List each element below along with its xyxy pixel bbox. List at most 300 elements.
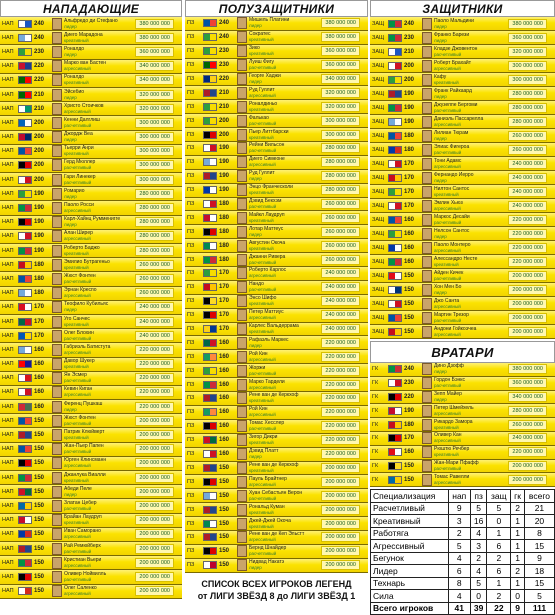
player-price: 220 000 000 — [508, 215, 547, 225]
player-name-text: Мартин Трезор — [434, 311, 469, 318]
country-flag-icon — [18, 119, 32, 127]
player-portrait-icon — [422, 102, 432, 114]
player-row[interactable] — [370, 297, 555, 311]
player-name — [434, 312, 508, 324]
player-price: 320 000 000 — [135, 90, 174, 100]
player-row[interactable] — [185, 336, 368, 350]
player-row[interactable] — [0, 301, 182, 315]
position-label: ЗАЩ — [372, 230, 385, 237]
player-row[interactable] — [0, 315, 182, 329]
player-row[interactable] — [0, 244, 182, 258]
player-row[interactable] — [185, 475, 368, 489]
player-row[interactable] — [185, 73, 368, 87]
player-row[interactable] — [370, 473, 555, 487]
player-portrait-icon — [52, 18, 62, 30]
player-name — [249, 129, 321, 141]
player-name-text: Эмилио Бутрагеньо — [64, 258, 110, 265]
player-type: креативный — [249, 329, 274, 335]
player-price: 300 000 000 — [321, 116, 360, 126]
player-type: расчетливый — [64, 122, 92, 128]
player-price: 280 000 000 — [135, 246, 174, 256]
player-row[interactable] — [185, 545, 368, 559]
player-row[interactable] — [370, 171, 555, 185]
player-portrait-icon — [237, 420, 247, 432]
power-value: 160 — [34, 389, 45, 396]
player-row[interactable] — [0, 159, 182, 173]
position-label: ПЗ — [187, 562, 195, 569]
player-portrait-icon — [237, 45, 247, 57]
player-type: расчетливый — [434, 465, 462, 471]
player-portrait-icon — [237, 184, 247, 196]
player-row[interactable] — [185, 378, 368, 392]
player-row[interactable] — [185, 17, 368, 31]
player-row[interactable] — [0, 443, 182, 457]
player-row[interactable] — [185, 211, 368, 225]
power-value: 180 — [219, 242, 230, 249]
player-row[interactable] — [0, 343, 182, 357]
player-price: 260 000 000 — [135, 274, 174, 284]
player-row[interactable] — [185, 309, 368, 323]
player-type: агрессивный — [434, 479, 461, 485]
player-name-text: Иван Саморано — [64, 528, 101, 535]
player-name-text: Гордон Бэнкс — [434, 377, 466, 384]
player-price: 280 000 000 — [321, 157, 360, 167]
player-row[interactable] — [185, 86, 368, 100]
player-name — [249, 351, 321, 363]
power-value: 150 — [34, 417, 45, 424]
player-portrait-icon — [52, 117, 62, 129]
country-flag-icon — [18, 545, 32, 553]
player-row[interactable] — [370, 199, 555, 213]
player-price: 240 000 000 — [321, 324, 360, 334]
position-label: НАП — [2, 446, 14, 453]
player-type: лидер — [434, 93, 447, 99]
player-name-text: Лотар Маттеус — [249, 225, 284, 232]
player-row[interactable] — [370, 157, 555, 171]
player-name-text: Ян Эсмер — [64, 372, 87, 379]
player-row[interactable] — [370, 101, 555, 115]
position-label: ПЗ — [187, 89, 195, 96]
player-row[interactable] — [0, 457, 182, 471]
player-price: 320 000 000 — [135, 104, 174, 114]
player-row[interactable] — [370, 446, 555, 460]
player-portrait-icon — [52, 528, 62, 540]
player-row[interactable] — [0, 471, 182, 485]
player-type: расчетливый — [64, 449, 92, 455]
player-type: лидер — [249, 342, 262, 348]
stats-cell: 39 — [470, 602, 487, 615]
attackers-header: НАПАДАЮЩИЕ — [0, 0, 182, 17]
player-name — [64, 89, 135, 101]
player-price: 280 000 000 — [135, 203, 174, 213]
player-row[interactable] — [185, 198, 368, 212]
player-row[interactable] — [185, 364, 368, 378]
player-row[interactable] — [185, 128, 368, 142]
power-value: 190 — [404, 407, 415, 414]
player-name-text: Жюст Фонтен — [64, 272, 96, 279]
player-row[interactable] — [0, 358, 182, 372]
power-value: 160 — [404, 449, 415, 456]
player-name — [249, 504, 321, 516]
player-name — [64, 528, 135, 540]
player-row[interactable] — [370, 31, 555, 45]
player-row[interactable] — [0, 499, 182, 513]
player-row[interactable] — [0, 287, 182, 301]
player-row[interactable] — [370, 143, 555, 157]
player-portrait-icon — [422, 312, 432, 324]
player-type: лидер — [64, 222, 77, 228]
stats-cell: 8 — [524, 527, 554, 540]
player-portrait-icon — [237, 518, 247, 530]
player-row[interactable] — [185, 559, 368, 573]
power-value: 150 — [219, 492, 230, 499]
player-row[interactable] — [0, 372, 182, 386]
country-flag-icon — [18, 91, 32, 99]
position-label: НАП — [2, 162, 14, 169]
player-type: расчетливый — [249, 259, 277, 265]
player-row[interactable] — [370, 404, 555, 418]
player-name — [434, 391, 508, 403]
player-portrait-icon — [52, 543, 62, 555]
country-flag-icon — [18, 289, 32, 297]
position-label: ПЗ — [187, 298, 195, 305]
power-value: 230 — [219, 62, 230, 69]
player-type: расчетливый — [434, 107, 462, 113]
player-name — [249, 73, 321, 85]
player-price: 240 000 000 — [508, 173, 547, 183]
player-name-text: Рой Кин — [249, 350, 268, 357]
player-name-text: Кладзе Джовентон — [434, 45, 478, 52]
country-flag-icon — [388, 132, 402, 140]
player-row[interactable] — [185, 420, 368, 434]
position-label: ПЗ — [187, 62, 195, 69]
player-name — [434, 363, 508, 375]
player-row[interactable] — [0, 272, 182, 286]
player-name — [64, 131, 135, 143]
player-row[interactable] — [0, 116, 182, 130]
country-flag-icon — [203, 61, 217, 69]
player-portrait-icon — [52, 330, 62, 342]
country-flag-icon — [18, 261, 32, 269]
player-row[interactable] — [370, 432, 555, 446]
position-label: ПЗ — [187, 520, 195, 527]
player-row[interactable] — [370, 363, 555, 377]
player-row[interactable] — [0, 414, 182, 428]
player-name — [434, 158, 508, 170]
player-name — [64, 301, 135, 313]
attackers-list — [0, 17, 182, 599]
player-row[interactable] — [185, 225, 368, 239]
player-row[interactable] — [185, 489, 368, 503]
stats-cell: Всего игроков — [371, 602, 449, 615]
power-value: 160 — [219, 409, 230, 416]
player-price: 260 000 000 — [321, 241, 360, 251]
stats-cell: 4 — [448, 590, 470, 603]
player-portrait-icon — [237, 406, 247, 418]
player-row[interactable] — [0, 45, 182, 59]
legend-note-line2: от ЛИГИ ЗВЁЗД 8 до ЛИГИ ЗВЁЗД 1 — [197, 591, 356, 601]
power-value: 190 — [404, 104, 415, 111]
power-value: 160 — [219, 395, 230, 402]
player-price: 220 000 000 — [135, 387, 174, 397]
player-row[interactable] — [185, 253, 368, 267]
player-row[interactable] — [370, 59, 555, 73]
player-name — [434, 405, 508, 417]
player-name — [249, 31, 321, 43]
player-row[interactable] — [0, 542, 182, 556]
player-row[interactable] — [370, 73, 555, 87]
stats-cell: 4 — [470, 565, 487, 578]
country-flag-icon — [203, 228, 217, 236]
player-row[interactable] — [185, 281, 368, 295]
player-row[interactable] — [0, 145, 182, 159]
player-row[interactable] — [0, 173, 182, 187]
player-row[interactable] — [0, 514, 182, 528]
player-portrait-icon — [52, 202, 62, 214]
country-flag-icon — [388, 462, 402, 470]
player-name-text: Франко Барези — [434, 31, 470, 38]
power-value: 180 — [404, 146, 415, 153]
stats-cell: Расчетливый — [371, 502, 449, 515]
power-value: 170 — [219, 284, 230, 291]
player-row[interactable] — [370, 227, 555, 241]
power-value: 180 — [404, 132, 415, 139]
stats-cell: 5 — [470, 577, 487, 590]
player-price: 340 000 000 — [508, 392, 547, 402]
player-row[interactable] — [185, 31, 368, 45]
power-value: 240 — [34, 34, 45, 41]
country-flag-icon — [18, 20, 32, 28]
player-name-text: Андони Гойкоэчеа — [434, 325, 477, 332]
player-name-text: Кенни Далглиш — [64, 116, 100, 123]
stats-cell: 2 — [511, 502, 525, 515]
player-row[interactable] — [185, 114, 368, 128]
player-row[interactable] — [370, 45, 555, 59]
player-row[interactable] — [0, 329, 182, 343]
player-row[interactable] — [0, 187, 182, 201]
player-name — [434, 242, 508, 254]
power-value: 150 — [34, 573, 45, 580]
player-name — [249, 198, 321, 210]
player-name-text: Теофило Кубильяс — [64, 301, 109, 308]
player-row[interactable] — [185, 462, 368, 476]
player-row[interactable] — [185, 59, 368, 73]
player-name — [434, 172, 508, 184]
position-label: НАП — [2, 389, 14, 396]
power-value: 150 — [34, 517, 45, 524]
player-name — [249, 156, 321, 168]
player-name — [249, 392, 321, 404]
player-row[interactable] — [185, 517, 368, 531]
power-value: 190 — [219, 159, 230, 166]
player-row[interactable] — [185, 170, 368, 184]
player-row[interactable] — [185, 392, 368, 406]
player-name — [249, 462, 321, 474]
player-type: агрессивный — [249, 315, 276, 321]
player-row[interactable] — [370, 269, 555, 283]
player-row[interactable] — [0, 485, 182, 499]
player-name — [249, 531, 321, 543]
power-value: 180 — [219, 201, 230, 208]
player-row[interactable] — [370, 213, 555, 227]
position-label: ПЗ — [187, 437, 195, 444]
player-name-text: Жоржи — [249, 364, 266, 371]
player-price: 300 000 000 — [508, 75, 547, 85]
player-row[interactable] — [0, 102, 182, 116]
player-row[interactable] — [0, 17, 182, 31]
player-type: агрессивный — [64, 349, 91, 355]
power-value: 160 — [34, 346, 45, 353]
player-type: агрессивный — [64, 591, 91, 597]
player-row[interactable] — [370, 115, 555, 129]
power-value: 150 — [34, 588, 45, 595]
player-row[interactable] — [0, 570, 182, 584]
player-row[interactable] — [370, 241, 555, 255]
player-row[interactable] — [370, 185, 555, 199]
power-value: 150 — [34, 502, 45, 509]
stats-cell: 1 — [511, 527, 525, 540]
player-price: 380 000 000 — [508, 19, 547, 29]
player-row[interactable] — [370, 283, 555, 297]
player-row[interactable] — [185, 434, 368, 448]
player-row[interactable] — [0, 74, 182, 88]
player-name-text: Тьерри Анри — [64, 145, 94, 152]
player-price: 200 000 000 — [508, 475, 547, 485]
player-price: 260 000 000 — [508, 145, 547, 155]
player-type: расчетливый — [249, 148, 277, 154]
player-name — [64, 571, 135, 583]
player-name — [64, 330, 135, 342]
player-price: 340 000 000 — [321, 74, 360, 84]
player-row[interactable] — [0, 88, 182, 102]
player-row[interactable] — [185, 100, 368, 114]
player-row[interactable] — [185, 350, 368, 364]
player-price: 200 000 000 — [508, 271, 547, 281]
country-flag-icon — [388, 272, 402, 280]
country-flag-icon — [18, 374, 32, 382]
player-row[interactable] — [370, 377, 555, 391]
player-portrait-icon — [422, 32, 432, 44]
stats-row — [371, 527, 555, 540]
player-portrait-icon — [52, 344, 62, 356]
player-price: 220 000 000 — [321, 380, 360, 390]
position-label: НАП — [2, 375, 14, 382]
position-label: ЗАЩ — [372, 272, 385, 279]
player-row[interactable] — [0, 201, 182, 215]
player-portrait-icon — [52, 259, 62, 271]
player-row[interactable] — [0, 31, 182, 45]
player-row[interactable] — [370, 418, 555, 432]
player-name — [434, 46, 508, 58]
player-price: 360 000 000 — [508, 33, 547, 43]
power-value: 150 — [404, 286, 415, 293]
player-row[interactable] — [185, 156, 368, 170]
player-price: 280 000 000 — [508, 103, 547, 113]
position-label: ЗАЩ — [372, 160, 385, 167]
player-row[interactable] — [0, 428, 182, 442]
player-name-text: Юрген Клинсманн — [64, 457, 107, 464]
player-type: лидер — [434, 23, 447, 29]
country-flag-icon — [388, 448, 402, 456]
country-flag-icon — [388, 407, 402, 415]
player-row[interactable] — [0, 258, 182, 272]
player-row[interactable] — [185, 184, 368, 198]
position-label: НАП — [2, 531, 14, 538]
player-row[interactable] — [185, 239, 368, 253]
player-name — [64, 443, 135, 455]
player-row[interactable] — [185, 45, 368, 59]
player-portrait-icon — [237, 267, 247, 279]
player-row[interactable] — [185, 323, 368, 337]
country-flag-icon — [203, 33, 217, 41]
player-row[interactable] — [370, 391, 555, 405]
player-row[interactable] — [370, 87, 555, 101]
power-value: 150 — [34, 474, 45, 481]
player-name — [434, 32, 508, 44]
player-row[interactable] — [185, 295, 368, 309]
position-label: ПЗ — [187, 201, 195, 208]
player-type: креативный — [249, 398, 274, 404]
player-row[interactable] — [0, 400, 182, 414]
power-value: 240 — [219, 20, 230, 27]
player-row[interactable] — [0, 60, 182, 74]
player-row[interactable] — [185, 531, 368, 545]
country-flag-icon — [203, 339, 217, 347]
player-name — [249, 254, 321, 266]
player-row[interactable] — [370, 311, 555, 325]
country-flag-icon — [203, 492, 217, 500]
player-row[interactable] — [0, 528, 182, 542]
player-row[interactable] — [0, 585, 182, 599]
player-row[interactable] — [0, 131, 182, 145]
player-row[interactable] — [370, 255, 555, 269]
player-price: 360 000 000 — [321, 46, 360, 56]
player-row[interactable] — [185, 448, 368, 462]
player-type: лидер — [434, 396, 447, 402]
position-label: ЗАЩ — [372, 202, 385, 209]
player-name-text: Паоло Мальдини — [434, 17, 474, 24]
player-row[interactable] — [185, 503, 368, 517]
player-portrait-icon — [52, 32, 62, 44]
player-name — [249, 226, 321, 238]
player-price: 300 000 000 — [321, 130, 360, 140]
power-value: 220 — [219, 76, 230, 82]
player-price: 200 000 000 — [135, 473, 174, 483]
player-row[interactable] — [0, 216, 182, 230]
player-name-text: Руд Гуллит — [249, 170, 275, 177]
player-row[interactable] — [370, 129, 555, 143]
player-price: 220 000 000 — [321, 338, 360, 348]
player-row[interactable] — [185, 142, 368, 156]
player-type: расчетливый — [249, 204, 277, 210]
country-flag-icon — [388, 244, 402, 252]
player-type: лидер — [64, 307, 77, 313]
player-type: креативный — [249, 106, 274, 112]
player-row[interactable] — [185, 267, 368, 281]
player-row[interactable] — [0, 230, 182, 244]
stats-cell: 8 — [448, 577, 470, 590]
player-row[interactable] — [0, 386, 182, 400]
player-row[interactable] — [370, 17, 555, 31]
player-type: креативный — [64, 151, 89, 157]
player-row[interactable] — [370, 460, 555, 474]
player-type: креативный — [64, 520, 89, 526]
player-row[interactable] — [370, 325, 555, 339]
defenders-column — [370, 0, 555, 339]
player-row[interactable] — [185, 406, 368, 420]
stats-cell: 1 — [487, 527, 511, 540]
player-row[interactable] — [0, 556, 182, 570]
